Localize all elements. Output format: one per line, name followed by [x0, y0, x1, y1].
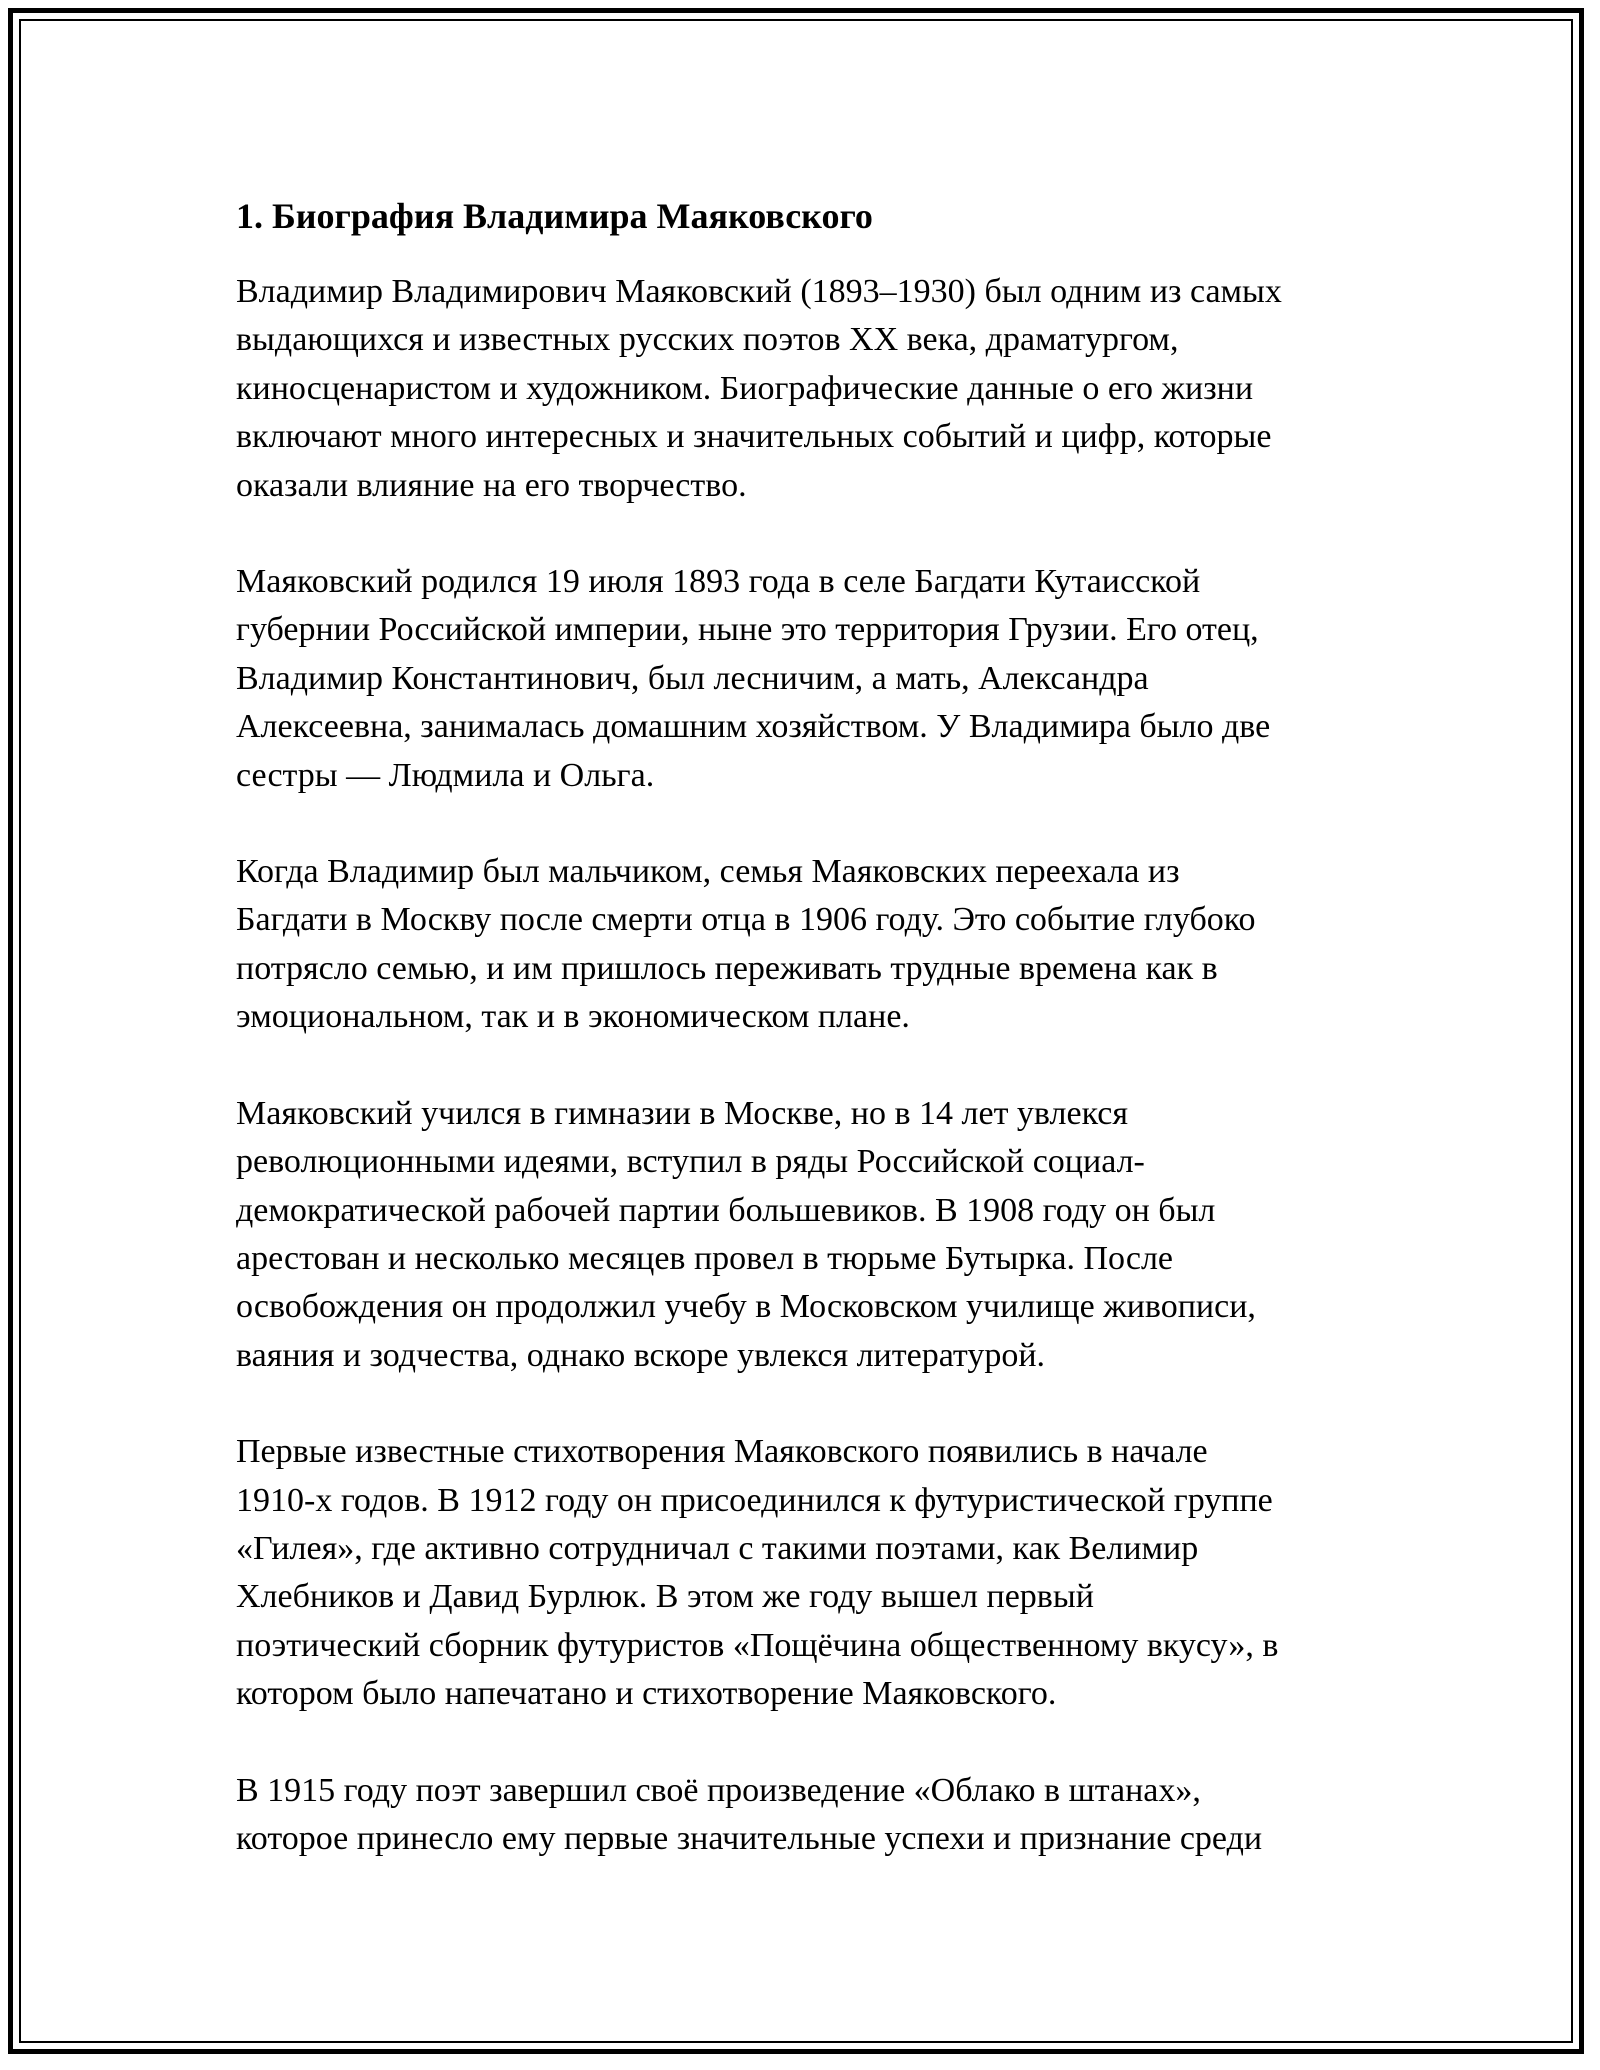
- paragraph-line: выдающихся и известных русских поэтов XX века, драматургом,: [236, 321, 1179, 359]
- paragraph: [236, 558, 1376, 800]
- paragraph: [236, 1767, 1376, 1864]
- paragraph-line: 1910-х годов. В 1912 году он присоединился к футуристической группе: [236, 1481, 1273, 1519]
- paragraph-line: демократической рабочей партии большевиков. В 1908 году он был: [236, 1191, 1216, 1229]
- paragraph-line: арестован и несколько месяцев провел в тюрьме Бутырка. После: [236, 1239, 1174, 1277]
- paragraph-line: революционными идеями, вступил в ряды Российской социал-: [236, 1143, 1145, 1181]
- paragraph-line: Когда Владимир был мальчиком, семья Маяковских переехала из: [236, 853, 1180, 891]
- paragraph: [236, 1090, 1376, 1380]
- paragraph-line: Владимир Владимирович Маяковский (1893–1930) был одним из самых: [236, 273, 1282, 310]
- paragraph: [236, 268, 1376, 510]
- paragraph-line: Хлебников и Давид Бурлюк. В этом же году вышел первый: [236, 1578, 1094, 1616]
- document-body: [236, 186, 1376, 1911]
- paragraph-line: Маяковский родился 19 июля 1893 года в селе Багдати Кутаисской: [236, 563, 1201, 601]
- section-heading: 1. Биография Владимира Маяковского: [236, 196, 873, 236]
- paragraph: [236, 848, 1376, 1042]
- paragraph-line: губернии Российской империи, ныне это территория Грузии. Его отец,: [236, 611, 1259, 649]
- paragraph-line: котором было напечатано и стихотворение Маяковского.: [236, 1675, 1057, 1713]
- paragraph-line: поэтический сборник футуристов «Пощёчина общественному вкусу», в: [236, 1626, 1279, 1664]
- paragraph-line: потрясло семью, и им пришлось переживать трудные времена как в: [236, 949, 1218, 987]
- paragraph-line: Маяковский учился в гимназии в Москве, но в 14 лет увлекся: [236, 1094, 1128, 1132]
- paragraph-line: которое принесло ему первые значительные успехи и признание среди: [236, 1819, 1263, 1857]
- paragraph: [236, 1428, 1376, 1718]
- paragraph-line: оказали влияние на его творчество.: [236, 466, 747, 504]
- paragraph-line: эмоциональном, так и в экономическом плане.: [236, 998, 910, 1036]
- paragraph-line: «Гилея», где активно сотрудничал с такими поэтами, как Велимир: [236, 1529, 1199, 1567]
- paragraph-line: ваяния и зодчества, однако вскоре увлекся литературой.: [236, 1336, 1046, 1374]
- paragraph-line: сестры — Людмила и Ольга.: [236, 756, 655, 794]
- paragraph-line: освобождения он продолжил учебу в Московском училище живописи,: [236, 1288, 1256, 1326]
- paragraph-line: Багдати в Москву после смерти отца в 1906 году. Это событие глубоко: [236, 901, 1256, 939]
- paragraph-line: киносценаристом и художником. Биографические данные о его жизни: [236, 369, 1254, 407]
- paragraph-list: [236, 268, 1376, 1863]
- paragraph-line: Первые известные стихотворения Маяковского появились в начале: [236, 1433, 1208, 1471]
- paragraph-line: включают много интересных и значительных событий и цифр, которые: [236, 418, 1272, 456]
- paragraph-line: В 1915 году поэт завершил своё произведение «Облако в штанах»,: [236, 1771, 1201, 1809]
- paragraph-line: Владимир Константинович, был лесничим, а мать, Александра: [236, 659, 1149, 697]
- paragraph-line: Алексеевна, занималась домашним хозяйством. У Владимира было две: [236, 708, 1271, 746]
